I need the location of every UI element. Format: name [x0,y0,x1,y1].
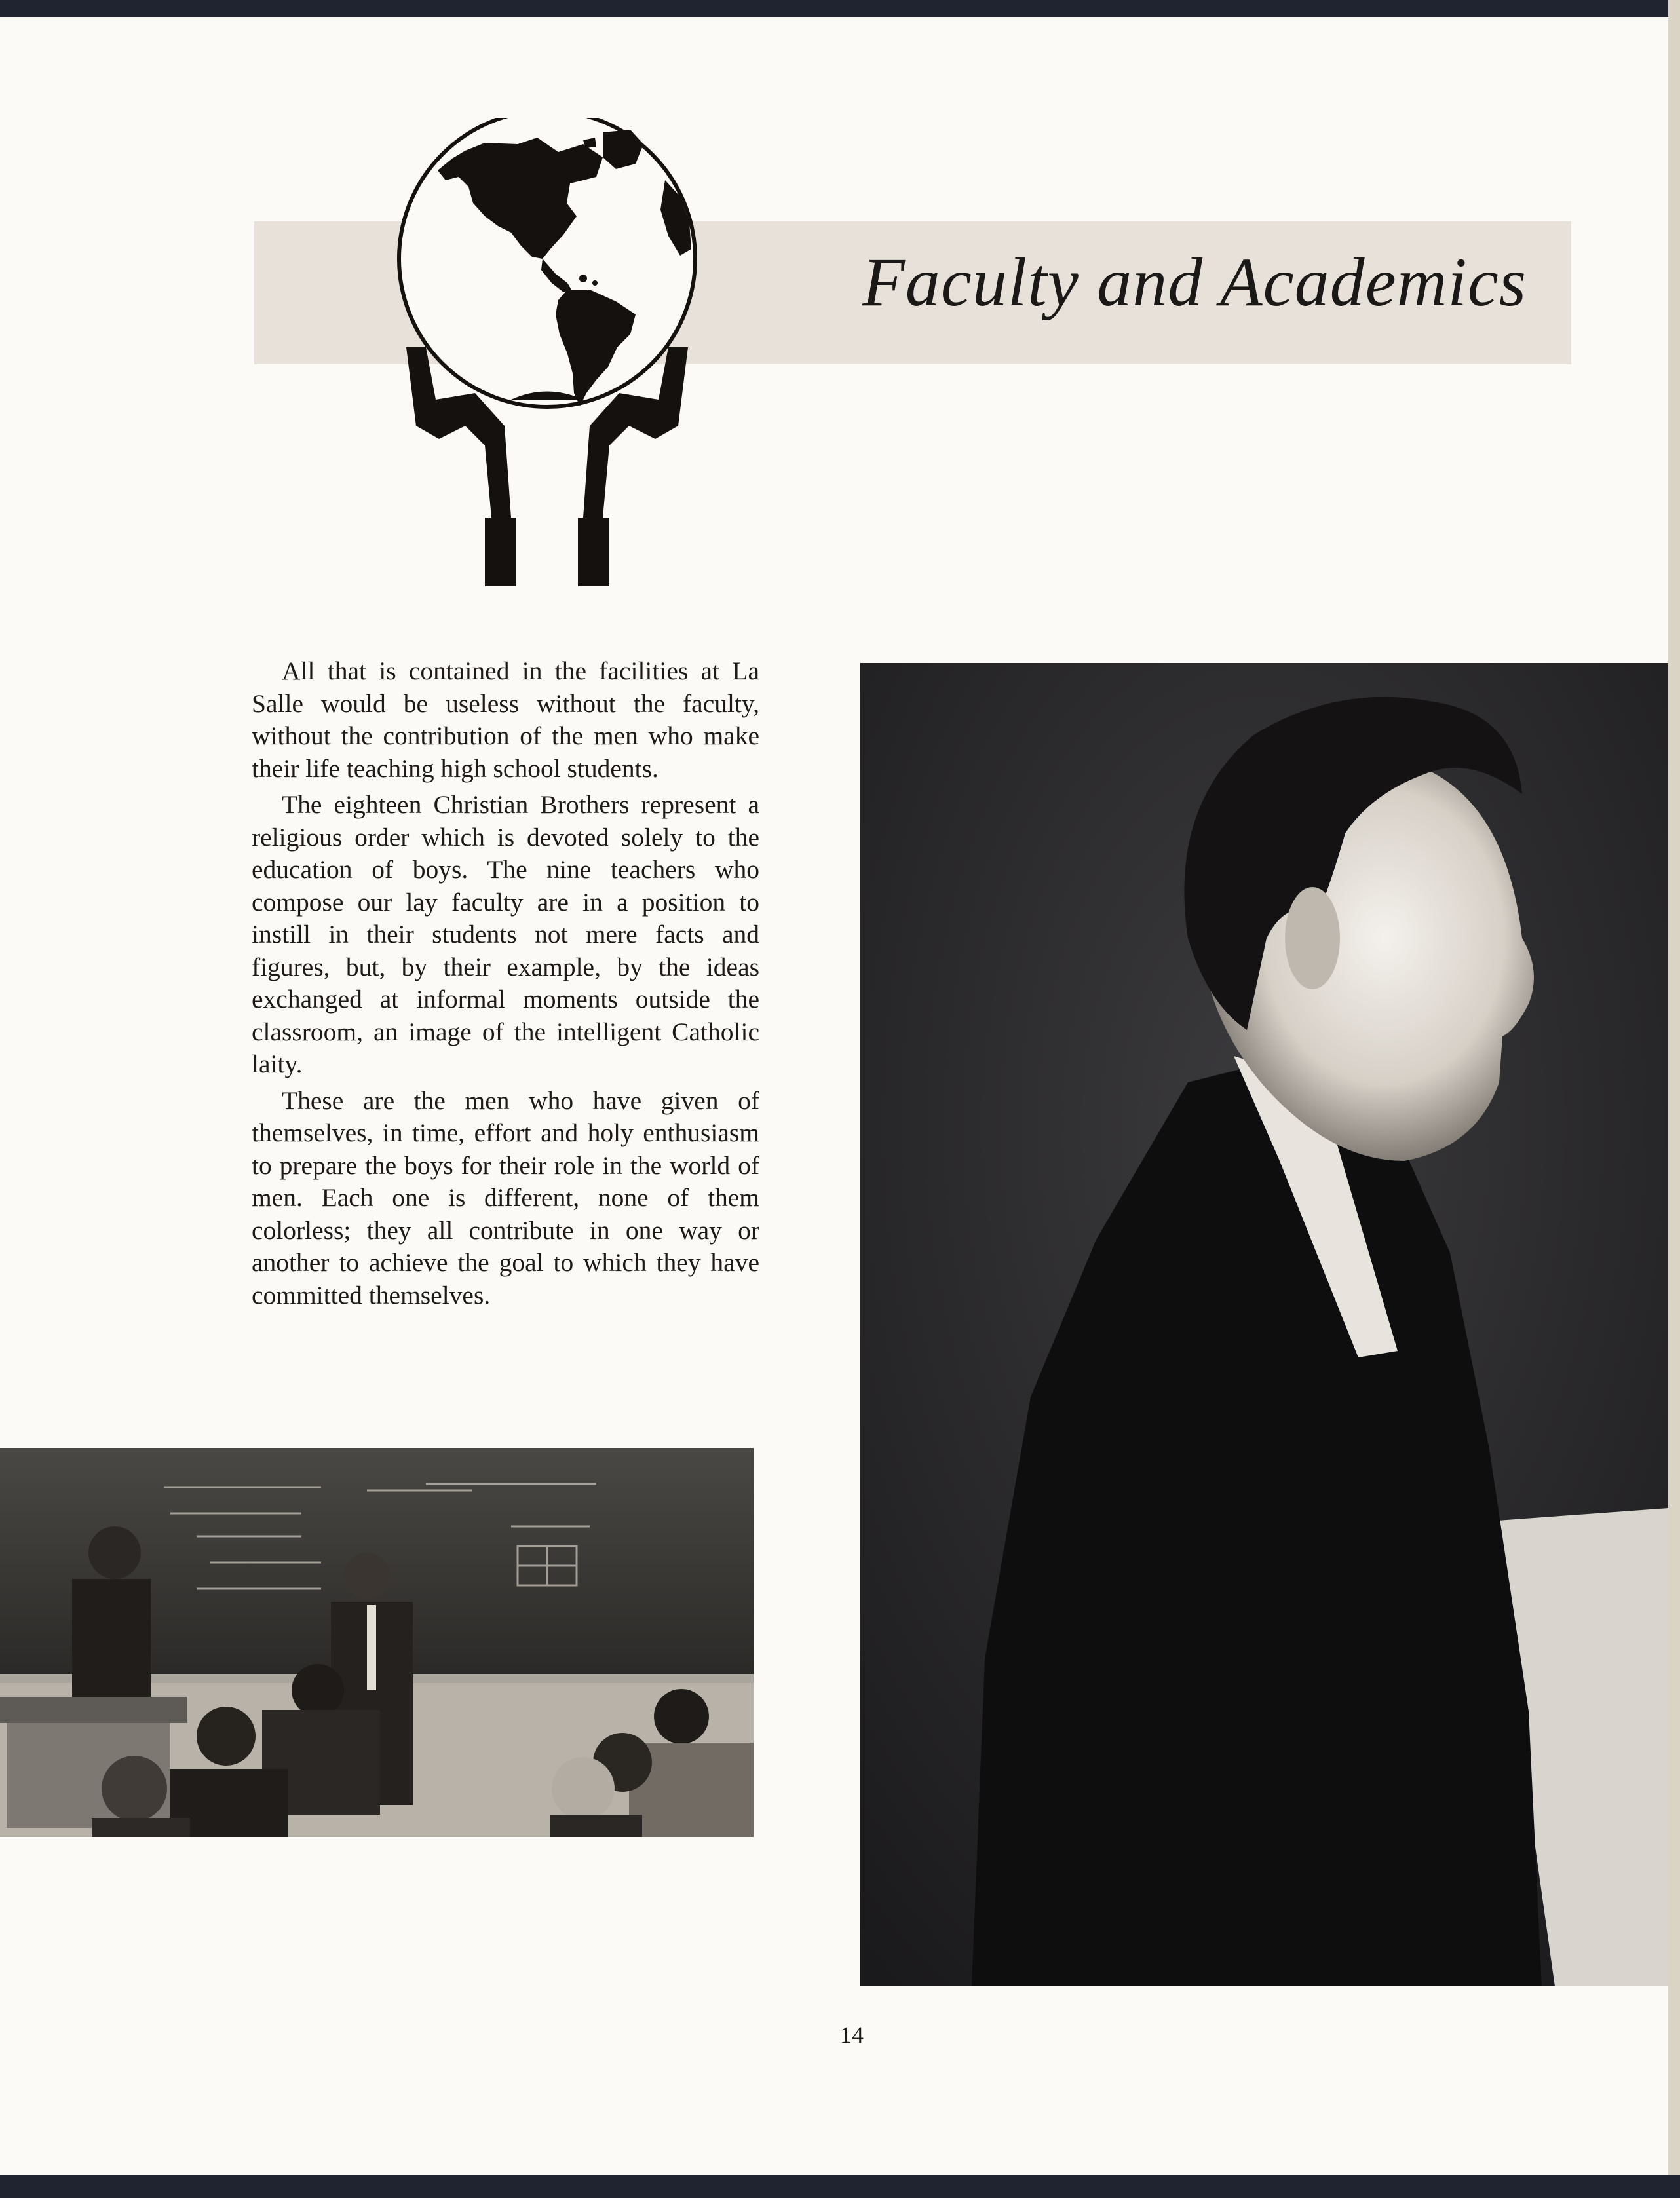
page-number: 14 [840,2022,864,2048]
teacher-portrait-photo [860,663,1668,1986]
article-body [252,655,759,1316]
scan-edge-bottom [0,2175,1680,2198]
paragraph-2: The eighteen Christian Brothers represent a religious order which is devoted solely to the education of boys. The nine teachers who compose our lay faculty are in a position to instill in their students not mere facts and figures, but, by their example, by the ideas exchanged at informal moments outside the classroom, an image of the intelligent Catholic laity. [252,790,759,1078]
scan-edge-right [1668,0,1680,2198]
paragraph-1: All that is contained in the facilities at La Salle would be useless without the faculty, without the contribution of the men who make their life teaching high school students. [252,656,759,783]
scan-edge-top [0,0,1680,17]
globe-in-hands-icon [387,118,708,590]
classroom-photo [0,1448,754,1837]
paragraph-3: These are the men who have given of themselves, in time, effort and holy enthusiasm to prepare the boys for their role in the world of men. Each one is different, none of them colorless; they all contribute in one way or another to achieve the goal to which they have committed themselves. [252,1086,759,1310]
page-title: Faculty and Academics [862,244,1527,320]
